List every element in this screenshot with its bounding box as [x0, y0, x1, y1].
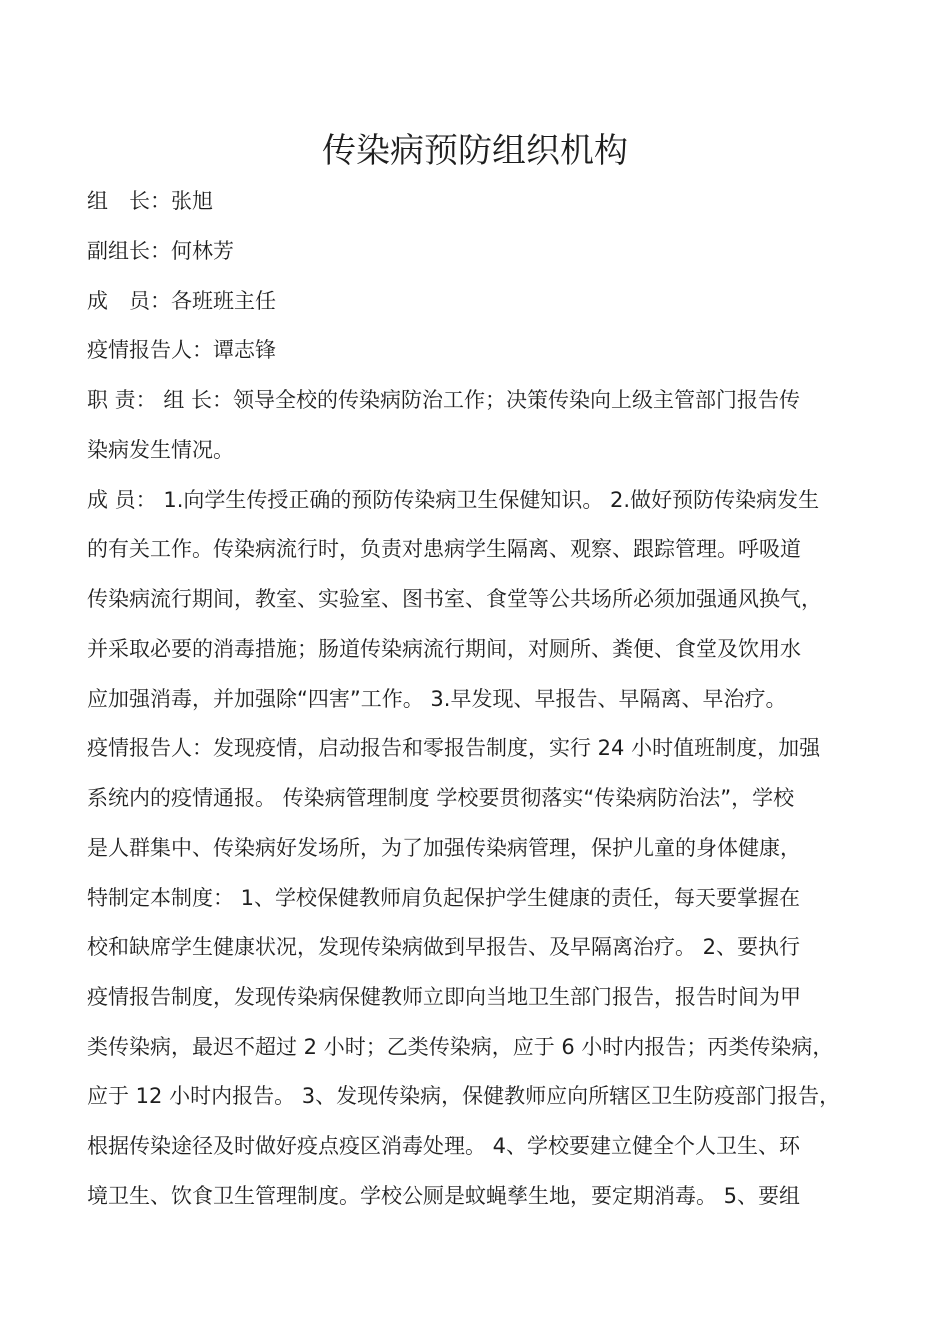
body-text-line: 校和缺席学生健康状况，发现传染病做到早报告、及早隔离治疗。 2、要执行 — [87, 935, 801, 959]
body-text-line: 的有关工作。传染病流行时，负责对患病学生隔离、观察、跟踪管理。呼吸道 — [87, 537, 801, 561]
body-text-line: 疫情报告制度，发现传染病保健教师立即向当地卫生部门报告，报告时间为甲 — [87, 985, 801, 1009]
body-text-line: 类传染病，最迟不超过 2 小时；乙类传染病，应于 6 小时内报告；丙类传染病， — [87, 1035, 834, 1059]
body-text-line: 是人群集中、传染病好发场所，为了加强传染病管理，保护儿童的身体健康， — [87, 836, 801, 860]
body-text-line: 职 责： 组 长：领导全校的传染病防治工作；决策传染向上级主管部门报告传 — [87, 388, 801, 412]
body-text-line: 特制定本制度： 1、学校保健教师肩负起保护学生健康的责任，每天要掌握在 — [87, 886, 801, 910]
leader-line: 组 长：张旭 — [87, 189, 213, 213]
body-text-line: 染病发生情况。 — [87, 438, 234, 462]
members-line: 成 员：各班班主任 — [87, 289, 276, 313]
deputy-leader-line: 副组长：何林芳 — [87, 239, 234, 263]
body-text-line: 疫情报告人：发现疫情，启动报告和零报告制度，实行 24 小时值班制度，加强 — [87, 736, 821, 760]
body-text-line: 并采取必要的消毒措施；肠道传染病流行期间，对厕所、粪便、食堂及饮用水 — [87, 637, 801, 661]
body-text-line: 应加强消毒，并加强除“四害”工作。 3.早发现、早报告、早隔离、早治疗。 — [87, 687, 787, 711]
body-text-line: 根据传染途径及时做好疫点疫区消毒处理。 4、学校要建立健全个人卫生、环 — [87, 1134, 801, 1158]
body-text-line: 应于 12 小时内报告。 3、发现传染病，保健教师应向所辖区卫生防疫部门报告， — [87, 1084, 841, 1108]
reporter-line: 疫情报告人：谭志锋 — [87, 338, 276, 362]
body-text-line: 系统内的疫情通报。 传染病管理制度 学校要贯彻落实“传染病防治法”，学校 — [87, 786, 795, 810]
body-text-line: 成 员： 1.向学生传授正确的预防传染病卫生保健知识。 2.做好预防传染病发生 — [87, 488, 820, 512]
body-text-line: 传染病流行期间，教室、实验室、图书室、食堂等公共场所必须加强通风换气， — [87, 587, 822, 611]
body-text-line: 境卫生、饮食卫生管理制度。学校公厕是蚊蝇孳生地，要定期消毒。 5、要组 — [87, 1184, 801, 1208]
document-title: 传染病预防组织机构 — [322, 131, 628, 171]
